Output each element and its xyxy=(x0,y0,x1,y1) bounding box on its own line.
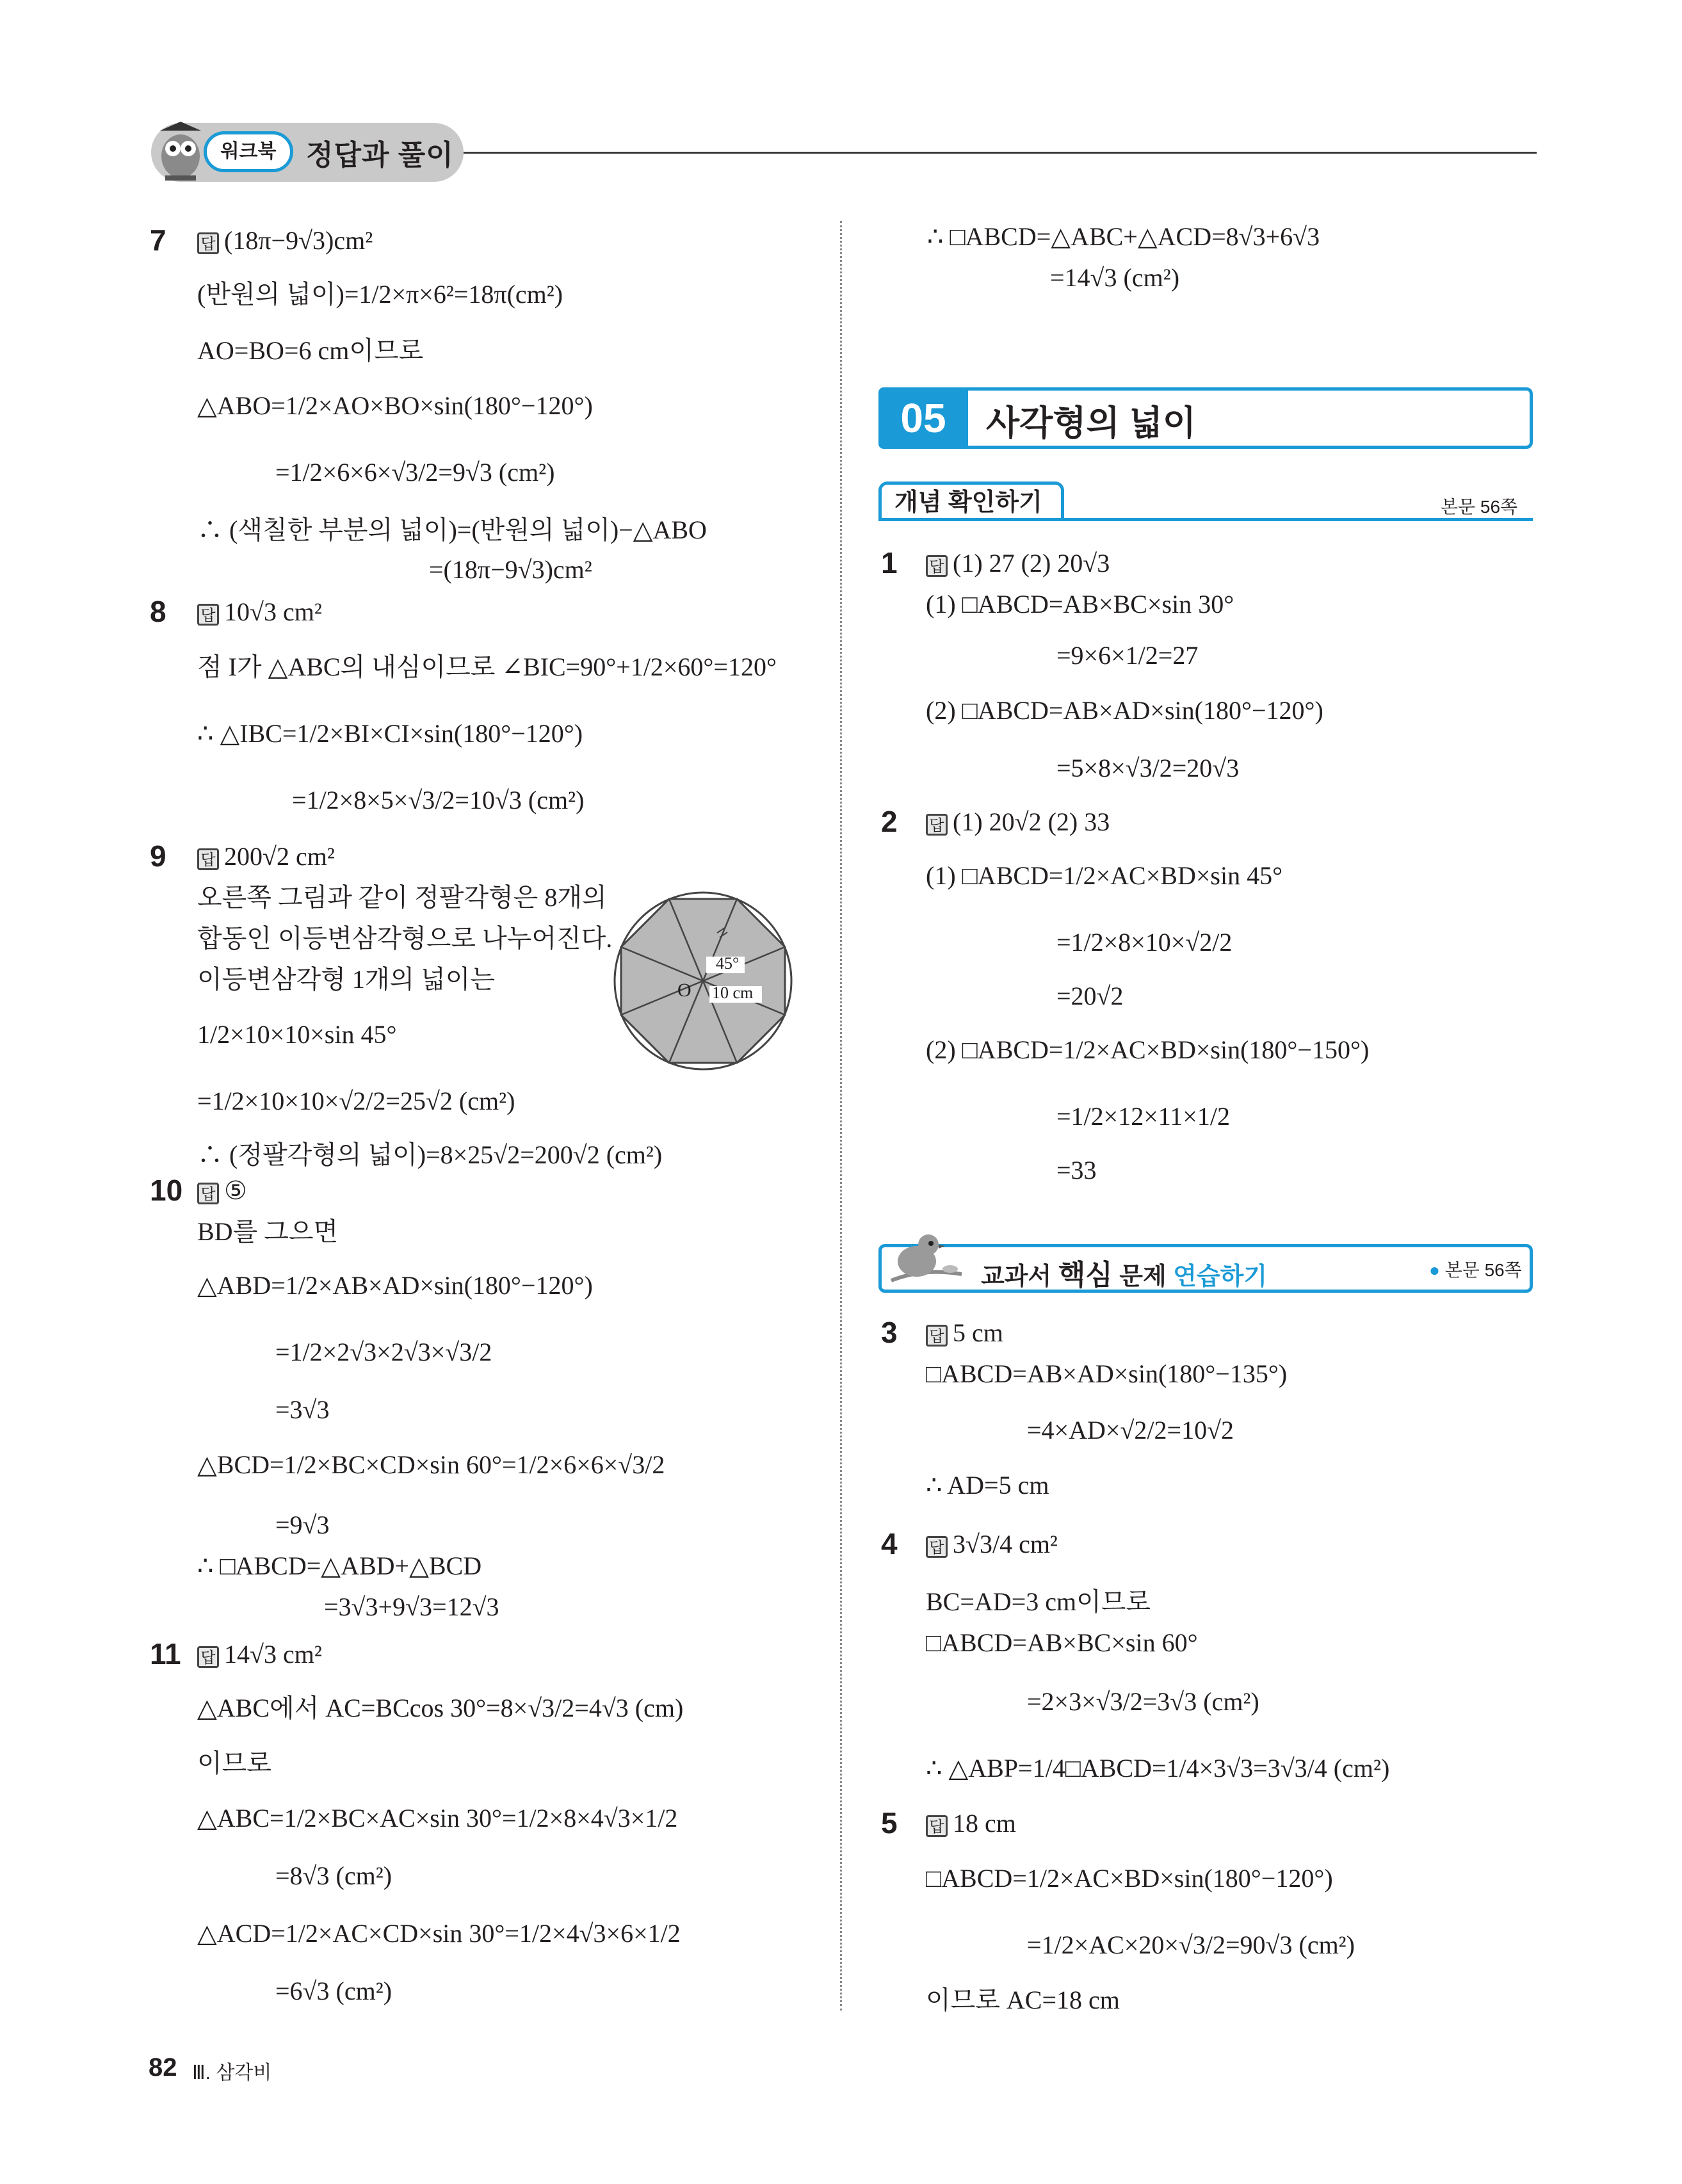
question-number: 1 xyxy=(881,546,898,579)
question-number: 9 xyxy=(150,839,166,873)
solution-line: =1/2×10×10×√2/2=25√2 (cm²) xyxy=(197,1087,515,1115)
solution-line: =20√2 xyxy=(1056,982,1124,1010)
solution-line: =9√3 xyxy=(275,1510,330,1539)
answer-icon: 답 xyxy=(197,604,219,626)
practice-title xyxy=(981,1252,1267,1293)
answer-icon: 답 xyxy=(926,1815,948,1837)
solution-line: (1) □ABCD=1/2×AC×BD×sin 45° xyxy=(926,861,1283,890)
answer-text: 5 cm xyxy=(953,1318,1003,1347)
solution-line: ∴ △ABP=1/4□ABCD=1/4×3√3=3√3/4 (cm²) xyxy=(926,1754,1390,1783)
solution-line: 1/2×10×10×sin 45° xyxy=(197,1020,397,1049)
octagon-figure xyxy=(607,885,799,1077)
solution-line: =1/2×12×11×1/2 xyxy=(1056,1102,1230,1131)
solution-line: (2) □ABCD=AB×AD×sin(180°−120°) xyxy=(926,696,1323,725)
solution-line: BC=AD=3 cm이므로 xyxy=(926,1587,1151,1616)
question-number: 2 xyxy=(881,805,898,838)
question-number: 11 xyxy=(150,1637,181,1670)
solution-line: 합동인 이등변삼각형으로 나누어진다. xyxy=(197,924,613,953)
question-number: 4 xyxy=(881,1527,898,1560)
question-number: 7 xyxy=(150,223,166,257)
figure-length-label: 10 cm xyxy=(712,983,754,1002)
solution-line: △ACD=1/2×AC×CD×sin 30°=1/2×4√3×6×1/2 xyxy=(197,1919,681,1948)
solution-line: 이등변삼각형 1개의 넓이는 xyxy=(197,965,496,994)
workbook-tab xyxy=(204,131,293,172)
practice-title-part: 연습하기 xyxy=(1173,1263,1268,1290)
solution-line: =6√3 (cm²) xyxy=(275,1977,392,2005)
solution-line: =3√3 xyxy=(275,1395,330,1424)
solution-line: ∴ □ABCD=△ABD+△BCD xyxy=(197,1551,482,1580)
solution-line: =4×AD×√2/2=10√2 xyxy=(1027,1416,1234,1444)
answer-line xyxy=(926,804,1110,840)
solution-line: ∴ △IBC=1/2×BI×CI×sin(180°−120°) xyxy=(197,719,583,748)
answer-text: (1) 20√2 (2) 33 xyxy=(953,807,1110,836)
solution-line: 이므로 AC=18 cm xyxy=(926,1986,1120,2014)
page-number: 82 xyxy=(149,2053,177,2082)
concept-tab xyxy=(878,481,1064,521)
answer-text: 14√3 cm² xyxy=(224,1640,322,1669)
figure-center-label: O xyxy=(677,980,691,1001)
question-number: 3 xyxy=(881,1316,898,1349)
answer-text: (1) 27 (2) 20√3 xyxy=(953,549,1110,578)
chapter-label: Ⅲ. 삼각비 xyxy=(192,2062,272,2083)
solution-line: (반원의 넓이)=1/2×π×6²=18π(cm²) xyxy=(197,280,563,309)
answer-line xyxy=(197,1637,322,1672)
answer-line xyxy=(926,1806,1016,1841)
solution-line: =8√3 (cm²) xyxy=(275,1861,392,1890)
answer-line xyxy=(926,1526,1058,1562)
solution-line: ∴ □ABCD=△ABC+△ACD=8√3+6√3 xyxy=(927,222,1320,251)
solution-line: □ABCD=AB×AD×sin(180°−135°) xyxy=(926,1359,1288,1388)
solution-line: △ABC에서 AC=BCcos 30°=8×√3/2=4√3 (cm) xyxy=(197,1694,684,1722)
figure-angle-label: 45° xyxy=(716,954,740,973)
solution-line: =5×8×√3/2=20√3 xyxy=(1056,754,1240,782)
answer-text: 3√3/4 cm² xyxy=(953,1530,1058,1558)
practice-title-part: 핵심 xyxy=(1058,1259,1113,1291)
section-title: 사각형의 넓이 xyxy=(986,404,1196,442)
solution-line: ∴ AD=5 cm xyxy=(926,1471,1049,1500)
practice-title-part: 교과서 xyxy=(981,1263,1058,1290)
answer-line xyxy=(197,223,373,259)
solution-line: =1/2×8×10×√2/2 xyxy=(1056,928,1233,957)
solution-line: 이므로 xyxy=(197,1749,271,1777)
question-number: 8 xyxy=(150,595,166,628)
solution-line: ∴ (색칠한 부분의 넓이)=(반원의 넓이)−△ABO xyxy=(197,515,707,544)
solution-line: =1/2×2√3×2√3×√3/2 xyxy=(275,1338,492,1366)
answer-text: 18 cm xyxy=(953,1809,1016,1838)
section-header-box xyxy=(878,387,1533,449)
question-number: 10 xyxy=(150,1174,183,1207)
workbook-tab-label: 워크북 xyxy=(220,141,277,162)
header-title: 정답과 풀이 xyxy=(306,140,454,171)
question-number: 5 xyxy=(881,1806,898,1840)
solution-line: =9×6×1/2=27 xyxy=(1056,641,1199,670)
bird-icon xyxy=(878,1217,968,1293)
answer-text: 200√2 cm² xyxy=(224,842,335,871)
practice-title-part: 문제 xyxy=(1112,1263,1174,1290)
column-divider xyxy=(840,221,842,2010)
solution-line: 오른쪽 그림과 같이 정팔각형은 8개의 xyxy=(197,883,607,912)
concept-tab-label: 개념 확인하기 xyxy=(894,489,1042,516)
solution-line: =1/2×6×6×√3/2=9√3 (cm²) xyxy=(275,458,555,487)
solution-line: ∴ (정팔각형의 넓이)=8×25√2=200√2 (cm²) xyxy=(197,1140,663,1169)
solution-line: (2) □ABCD=1/2×AC×BD×sin(180°−150°) xyxy=(926,1035,1370,1064)
solution-line: =33 xyxy=(1056,1156,1097,1185)
solution-line: =14√3 (cm²) xyxy=(1050,263,1180,292)
section-number: 05 xyxy=(878,387,968,449)
solution-line: △ABO=1/2×AO×BO×sin(180°−120°) xyxy=(197,391,593,420)
solution-line: =1/2×8×5×√3/2=10√3 (cm²) xyxy=(292,786,585,814)
practice-page-ref: ● 본문 56쪽 xyxy=(1429,1260,1522,1280)
answer-line xyxy=(197,1173,247,1209)
solution-line: 점 I가 △ABC의 내심이므로 ∠BIC=90°+1/2×60°=120° xyxy=(197,652,777,681)
concept-rule xyxy=(878,518,1533,521)
solution-line: □ABCD=1/2×AC×BD×sin(180°−120°) xyxy=(926,1864,1333,1893)
solution-line: □ABCD=AB×BC×sin 60° xyxy=(926,1628,1198,1657)
answer-line xyxy=(197,594,322,630)
answer-icon: 답 xyxy=(197,1646,219,1668)
answer-line xyxy=(926,1315,1003,1351)
solution-line: △BCD=1/2×BC×CD×sin 60°=1/2×6×6×√3/2 xyxy=(197,1450,665,1479)
answer-icon: 답 xyxy=(926,555,948,577)
answer-icon: 답 xyxy=(926,1325,948,1347)
solution-line: =(18π−9√3)cm² xyxy=(429,555,592,584)
answer-text: ⑤ xyxy=(224,1176,247,1205)
answer-icon: 답 xyxy=(926,814,948,836)
answer-icon: 답 xyxy=(197,1183,219,1204)
solution-line: =1/2×AC×20×√3/2=90√3 (cm²) xyxy=(1027,1930,1355,1959)
solution-line: △ABD=1/2×AB×AD×sin(180°−120°) xyxy=(197,1271,593,1300)
answer-icon: 답 xyxy=(926,1536,948,1558)
solution-line: AO=BO=6 cm이므로 xyxy=(197,336,424,365)
owl-icon xyxy=(152,119,209,183)
answer-icon: 답 xyxy=(197,232,219,254)
practice-page-ref-text: 본문 56쪽 xyxy=(1444,1260,1522,1280)
solution-line: BD를 그으면 xyxy=(197,1217,339,1246)
answer-text: (18π−9√3)cm² xyxy=(224,226,373,255)
answer-text: 10√3 cm² xyxy=(224,597,322,626)
answer-line xyxy=(197,839,335,875)
header-rule xyxy=(448,152,1537,154)
solution-line: (1) □ABCD=AB×BC×sin 30° xyxy=(926,590,1234,619)
concept-page-ref: 본문 56쪽 xyxy=(1441,497,1518,517)
solution-line: =2×3×√3/2=3√3 (cm²) xyxy=(1027,1687,1259,1716)
solution-line: △ABC=1/2×BC×AC×sin 30°=1/2×8×4√3×1/2 xyxy=(197,1804,678,1832)
solution-line: =3√3+9√3=12√3 xyxy=(324,1592,499,1621)
answer-icon: 답 xyxy=(197,848,219,870)
answer-line xyxy=(926,546,1110,581)
